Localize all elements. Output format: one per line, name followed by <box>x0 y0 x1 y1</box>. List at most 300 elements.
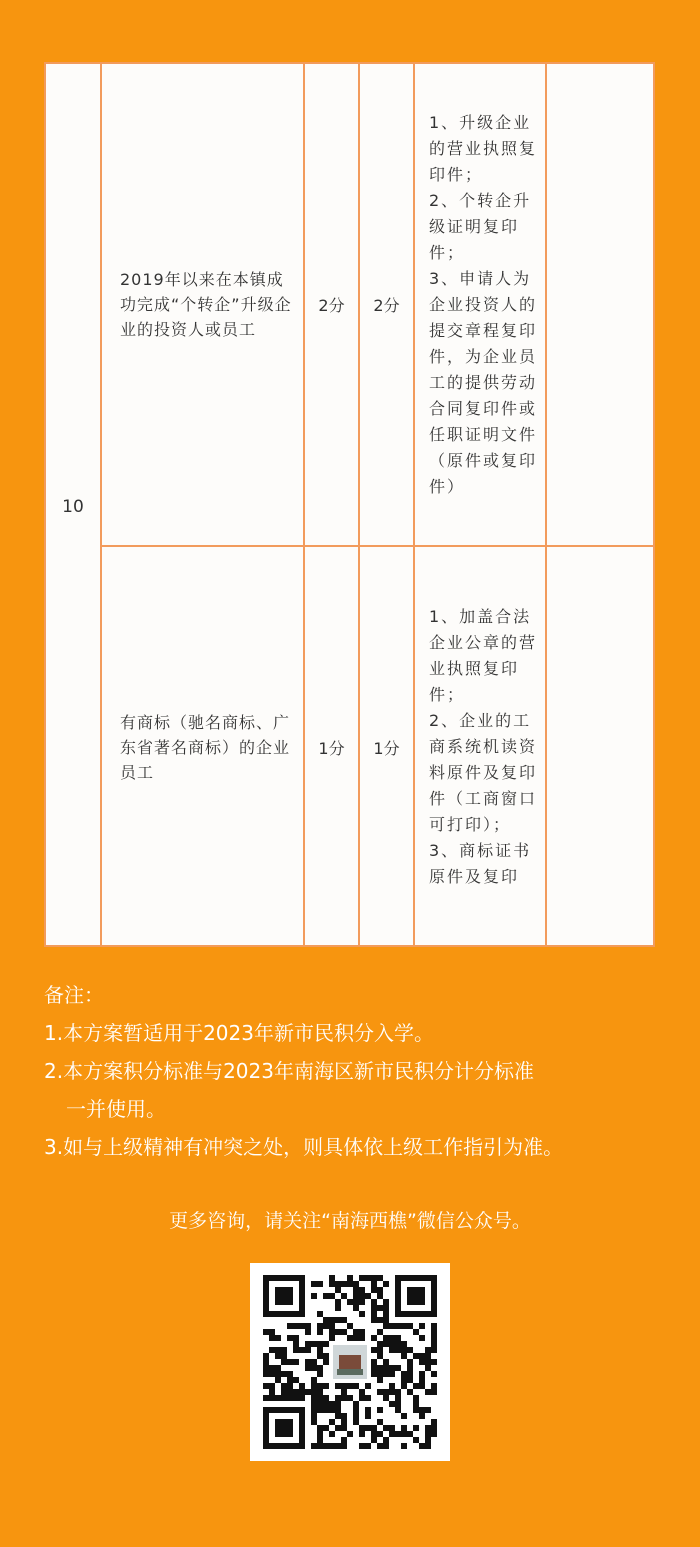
qr-module <box>323 1341 329 1347</box>
qr-module <box>341 1389 347 1395</box>
qr-module <box>377 1341 383 1347</box>
qr-module <box>407 1323 413 1329</box>
qr-module <box>329 1323 335 1329</box>
qr-module <box>299 1383 305 1389</box>
qr-module <box>413 1425 419 1431</box>
qr-module <box>383 1335 389 1341</box>
qr-module <box>269 1365 275 1371</box>
qr-module <box>371 1431 377 1437</box>
qr-module <box>377 1305 383 1311</box>
qr-module <box>281 1383 287 1389</box>
qr-module <box>353 1293 359 1299</box>
qr-module <box>323 1407 329 1413</box>
qr-module <box>371 1317 377 1323</box>
qr-module <box>311 1281 317 1287</box>
qr-module <box>389 1371 395 1377</box>
qr-module <box>389 1323 395 1329</box>
qr-module <box>419 1407 425 1413</box>
qr-module <box>305 1359 311 1365</box>
qr-module <box>281 1359 287 1365</box>
qr-module <box>275 1335 281 1341</box>
note-item: 2.本方案积分标准与2023年南海区新市民积分计分标准 <box>44 1059 534 1083</box>
qr-module <box>383 1317 389 1323</box>
qr-module <box>431 1389 437 1395</box>
qr-module <box>353 1401 359 1407</box>
qr-module <box>401 1353 407 1359</box>
qr-module <box>287 1371 293 1377</box>
qr-module <box>371 1437 377 1443</box>
qr-module <box>317 1311 323 1317</box>
qr-module <box>389 1365 395 1371</box>
qr-module <box>413 1401 419 1407</box>
qr-module <box>335 1317 341 1323</box>
qr-module <box>275 1377 281 1383</box>
qr-module <box>371 1365 377 1371</box>
qr-module <box>407 1371 413 1377</box>
qr-module <box>329 1275 335 1281</box>
qr-module <box>419 1359 425 1365</box>
qr-module <box>395 1335 401 1341</box>
qr-module <box>413 1329 419 1335</box>
qr-module <box>377 1377 383 1383</box>
qr-module <box>371 1359 377 1365</box>
qr-module <box>335 1395 341 1401</box>
qr-module <box>269 1329 275 1335</box>
qr-module <box>263 1395 269 1401</box>
qr-module <box>317 1383 323 1389</box>
qr-module <box>353 1335 359 1341</box>
qr-module <box>275 1353 281 1359</box>
qr-module <box>287 1335 293 1341</box>
qr-module <box>383 1341 389 1347</box>
qr-module <box>395 1323 401 1329</box>
qr-module <box>335 1281 341 1287</box>
qr-module <box>359 1311 365 1317</box>
qr-module <box>311 1407 317 1413</box>
qr-module <box>377 1293 383 1299</box>
qr-module <box>425 1359 431 1365</box>
qr-finder-core <box>275 1287 293 1305</box>
qr-module <box>395 1365 401 1371</box>
qr-module <box>413 1383 419 1389</box>
qr-module <box>425 1353 431 1359</box>
qr-module <box>311 1293 317 1299</box>
qr-module <box>389 1425 395 1431</box>
qr-module <box>395 1431 401 1437</box>
qr-module <box>311 1413 317 1419</box>
qr-module <box>287 1359 293 1365</box>
qr-module <box>401 1323 407 1329</box>
qr-module <box>371 1275 377 1281</box>
qr-module <box>431 1425 437 1431</box>
qr-module <box>401 1383 407 1389</box>
qr-module <box>347 1335 353 1341</box>
qr-module <box>281 1347 287 1353</box>
qr-module <box>383 1389 389 1395</box>
qr-module <box>371 1299 377 1305</box>
qr-module <box>293 1377 299 1383</box>
qr-module <box>389 1389 395 1395</box>
qr-module <box>383 1305 389 1311</box>
qr-module <box>353 1305 359 1311</box>
qr-module <box>287 1323 293 1329</box>
qr-module <box>293 1341 299 1347</box>
qr-module <box>431 1335 437 1341</box>
qr-module <box>377 1353 383 1359</box>
qr-module <box>419 1413 425 1419</box>
qr-module <box>341 1425 347 1431</box>
qr-module <box>269 1371 275 1377</box>
qr-module <box>317 1401 323 1407</box>
qr-module <box>335 1329 341 1335</box>
qr-module <box>323 1317 329 1323</box>
qr-module <box>263 1365 269 1371</box>
qr-module <box>365 1425 371 1431</box>
qr-module <box>311 1395 317 1401</box>
qr-module <box>323 1323 329 1329</box>
qr-module <box>311 1419 317 1425</box>
qr-module <box>329 1329 335 1335</box>
qr-module <box>371 1347 377 1353</box>
qr-module <box>323 1425 329 1431</box>
qr-module <box>299 1323 305 1329</box>
qr-module <box>335 1413 341 1419</box>
qr-module <box>377 1275 383 1281</box>
qr-module <box>317 1395 323 1401</box>
qr-module <box>341 1383 347 1389</box>
qr-module <box>317 1431 323 1437</box>
qr-module <box>281 1395 287 1401</box>
qr-module <box>383 1299 389 1305</box>
qr-code-icon <box>250 1263 450 1461</box>
qr-module <box>401 1413 407 1419</box>
qr-module <box>269 1389 275 1395</box>
qr-module <box>377 1317 383 1323</box>
consult-text: 更多咨询，请关注“南海西樵”微信公众号。 <box>169 1210 531 1232</box>
item-description: 2019年以来在本镇成功完成“个转企”升级企业的投资人或员工 <box>120 270 292 339</box>
qr-module <box>407 1431 413 1437</box>
qr-module <box>275 1395 281 1401</box>
qr-module <box>383 1443 389 1449</box>
qr-module <box>407 1389 413 1395</box>
qr-module <box>311 1377 317 1383</box>
note-item: 3.如与上级精神有冲突之处，则具体依上级工作指引为准。 <box>44 1135 564 1159</box>
qr-module <box>347 1323 353 1329</box>
qr-module <box>347 1383 353 1389</box>
qr-module <box>275 1365 281 1371</box>
qr-module <box>389 1401 395 1407</box>
qr-module <box>431 1323 437 1329</box>
qr-module <box>335 1401 341 1407</box>
qr-module <box>335 1443 341 1449</box>
qr-module <box>353 1287 359 1293</box>
qr-module <box>371 1335 377 1341</box>
note-item: 1.本方案暂适用于2023年新市民积分入学。 <box>44 1021 434 1045</box>
qr-module <box>311 1383 317 1389</box>
qr-module <box>311 1389 317 1395</box>
qr-module <box>419 1383 425 1389</box>
qr-module <box>425 1407 431 1413</box>
qr-module <box>431 1359 437 1365</box>
qr-module <box>317 1281 323 1287</box>
qr-module <box>419 1443 425 1449</box>
qr-module <box>359 1299 365 1305</box>
qr-module <box>371 1281 377 1287</box>
qr-module <box>401 1431 407 1437</box>
qr-module <box>371 1287 377 1293</box>
qr-module <box>359 1431 365 1437</box>
qr-module <box>305 1365 311 1371</box>
qr-module <box>377 1407 383 1413</box>
qr-module <box>383 1437 389 1443</box>
qr-module <box>335 1287 341 1293</box>
qr-module <box>329 1401 335 1407</box>
notes-title: 备注： <box>44 983 104 1007</box>
qr-module <box>263 1383 269 1389</box>
qr-module <box>353 1329 359 1335</box>
qr-module <box>329 1443 335 1449</box>
qr-module <box>317 1341 323 1347</box>
qr-module <box>275 1371 281 1377</box>
qr-module <box>389 1431 395 1437</box>
qr-module <box>359 1443 365 1449</box>
qr-module <box>359 1389 365 1395</box>
qr-module <box>359 1293 365 1299</box>
item-remark <box>547 547 655 947</box>
scoring-table <box>44 62 655 947</box>
item-max-score: 2分 <box>373 296 400 315</box>
qr-module <box>383 1425 389 1431</box>
item-documents: 1、升级企业的营业执照复印件； 2、个转企升级证明复印件； 3、申请人为企业投资人的提交章程复印件，为企业员工的提供劳动合同复印件或任职证明文件（原件或复印件） <box>429 112 538 496</box>
qr-module <box>335 1407 341 1413</box>
qr-module <box>377 1347 383 1353</box>
qr-module <box>317 1371 323 1377</box>
qr-module <box>269 1383 275 1389</box>
qr-module <box>293 1323 299 1329</box>
qr-module <box>407 1365 413 1371</box>
qr-module <box>425 1389 431 1395</box>
qr-module <box>431 1419 437 1425</box>
qr-module <box>365 1413 371 1419</box>
qr-module <box>323 1401 329 1407</box>
qr-module <box>389 1347 395 1353</box>
qr-module <box>317 1329 323 1335</box>
qr-module <box>323 1395 329 1401</box>
qr-module <box>431 1431 437 1437</box>
qr-module <box>419 1377 425 1383</box>
qr-module <box>329 1407 335 1413</box>
qr-logo-base <box>337 1369 363 1375</box>
qr-module <box>329 1335 335 1341</box>
qr-module <box>389 1335 395 1341</box>
qr-module <box>365 1293 371 1299</box>
qr-module <box>335 1305 341 1311</box>
qr-module <box>341 1293 347 1299</box>
qr-module <box>389 1341 395 1347</box>
qr-module <box>377 1419 383 1425</box>
qr-module <box>329 1419 335 1425</box>
qr-module <box>299 1395 305 1401</box>
qr-module <box>419 1335 425 1341</box>
qr-module <box>365 1443 371 1449</box>
qr-module <box>311 1359 317 1365</box>
qr-module <box>317 1389 323 1395</box>
qr-module <box>395 1395 401 1401</box>
qr-module <box>335 1425 341 1431</box>
qr-module <box>413 1407 419 1413</box>
qr-module <box>287 1395 293 1401</box>
qr-module <box>425 1443 431 1449</box>
qr-module <box>407 1347 413 1353</box>
qr-module <box>287 1383 293 1389</box>
qr-module <box>353 1281 359 1287</box>
qr-finder-core <box>275 1419 293 1437</box>
qr-module <box>323 1443 329 1449</box>
qr-module <box>377 1329 383 1335</box>
qr-module <box>365 1407 371 1413</box>
qr-module <box>263 1329 269 1335</box>
qr-module <box>341 1395 347 1401</box>
qr-module <box>419 1353 425 1359</box>
qr-module <box>431 1371 437 1377</box>
qr-module <box>425 1365 431 1371</box>
qr-module <box>341 1329 347 1335</box>
qr-module <box>425 1347 431 1353</box>
qr-module <box>323 1353 329 1359</box>
qr-module <box>281 1389 287 1395</box>
qr-module <box>329 1293 335 1299</box>
qr-module <box>311 1401 317 1407</box>
qr-module <box>311 1365 317 1371</box>
qr-module <box>377 1365 383 1371</box>
qr-module <box>293 1395 299 1401</box>
qr-module <box>419 1371 425 1377</box>
qr-logo-building <box>339 1355 361 1369</box>
qr-module <box>299 1347 305 1353</box>
qr-finder-core <box>407 1287 425 1305</box>
qr-module <box>359 1275 365 1281</box>
qr-module <box>365 1275 371 1281</box>
qr-module <box>287 1389 293 1395</box>
qr-module <box>275 1347 281 1353</box>
qr-module <box>431 1347 437 1353</box>
qr-module <box>401 1377 407 1383</box>
qr-module <box>383 1359 389 1365</box>
qr-module <box>383 1323 389 1329</box>
qr-module <box>431 1341 437 1347</box>
qr-module <box>305 1389 311 1395</box>
qr-module <box>419 1323 425 1329</box>
qr-module <box>401 1347 407 1353</box>
qr-module <box>353 1413 359 1419</box>
qr-module <box>413 1353 419 1359</box>
qr-module <box>305 1341 311 1347</box>
qr-module <box>323 1359 329 1365</box>
note-item: 一并使用。 <box>66 1097 166 1121</box>
qr-module <box>335 1383 341 1389</box>
qr-module <box>431 1383 437 1389</box>
qr-module <box>359 1287 365 1293</box>
qr-module <box>365 1395 371 1401</box>
qr-module <box>317 1353 323 1359</box>
qr-module <box>317 1365 323 1371</box>
qr-module <box>395 1407 401 1413</box>
item-score: 1分 <box>318 738 345 758</box>
qr-module <box>395 1341 401 1347</box>
qr-module <box>293 1347 299 1353</box>
qr-module <box>323 1293 329 1299</box>
qr-module <box>317 1323 323 1329</box>
qr-module <box>431 1329 437 1335</box>
qr-module <box>359 1335 365 1341</box>
qr-module <box>293 1389 299 1395</box>
qr-module <box>347 1281 353 1287</box>
qr-module <box>329 1281 335 1287</box>
qr-module <box>347 1299 353 1305</box>
item-description: 有商标（驰名商标、广东省著名商标）的企业员工 <box>120 712 291 782</box>
qr-module <box>377 1431 383 1437</box>
qr-module <box>293 1359 299 1365</box>
qr-module <box>353 1407 359 1413</box>
qr-module <box>371 1305 377 1311</box>
qr-module <box>359 1329 365 1335</box>
qr-module <box>281 1371 287 1377</box>
qr-module <box>287 1377 293 1383</box>
qr-module <box>269 1347 275 1353</box>
qr-module <box>341 1419 347 1425</box>
qr-module <box>353 1419 359 1425</box>
column-divider <box>413 64 415 945</box>
qr-module <box>401 1371 407 1377</box>
qr-module <box>401 1425 407 1431</box>
qr-module <box>263 1371 269 1377</box>
qr-module <box>425 1437 431 1443</box>
qr-module <box>365 1383 371 1389</box>
qr-module <box>293 1335 299 1341</box>
qr-module <box>269 1395 275 1401</box>
qr-module <box>353 1299 359 1305</box>
qr-module <box>383 1281 389 1287</box>
qr-module <box>347 1431 353 1437</box>
qr-module <box>371 1425 377 1431</box>
qr-module <box>317 1425 323 1431</box>
qr-module <box>341 1443 347 1449</box>
qr-module <box>305 1323 311 1329</box>
qr-module <box>263 1353 269 1359</box>
row-number: 10 <box>62 496 84 517</box>
qr-module <box>317 1437 323 1443</box>
qr-module <box>329 1431 335 1437</box>
qr-module <box>377 1389 383 1395</box>
qr-module <box>269 1335 275 1341</box>
qr-module <box>395 1347 401 1353</box>
qr-module <box>395 1389 401 1395</box>
qr-module <box>341 1437 347 1443</box>
qr-module <box>383 1365 389 1371</box>
qr-module <box>425 1425 431 1431</box>
qr-module <box>413 1395 419 1401</box>
qr-module <box>341 1413 347 1419</box>
qr-module <box>317 1407 323 1413</box>
qr-module <box>377 1371 383 1377</box>
qr-module <box>377 1443 383 1449</box>
qr-module <box>383 1371 389 1377</box>
qr-module <box>377 1287 383 1293</box>
qr-module <box>311 1443 317 1449</box>
qr-module <box>299 1389 305 1395</box>
qr-module <box>359 1395 365 1401</box>
qr-module <box>317 1443 323 1449</box>
